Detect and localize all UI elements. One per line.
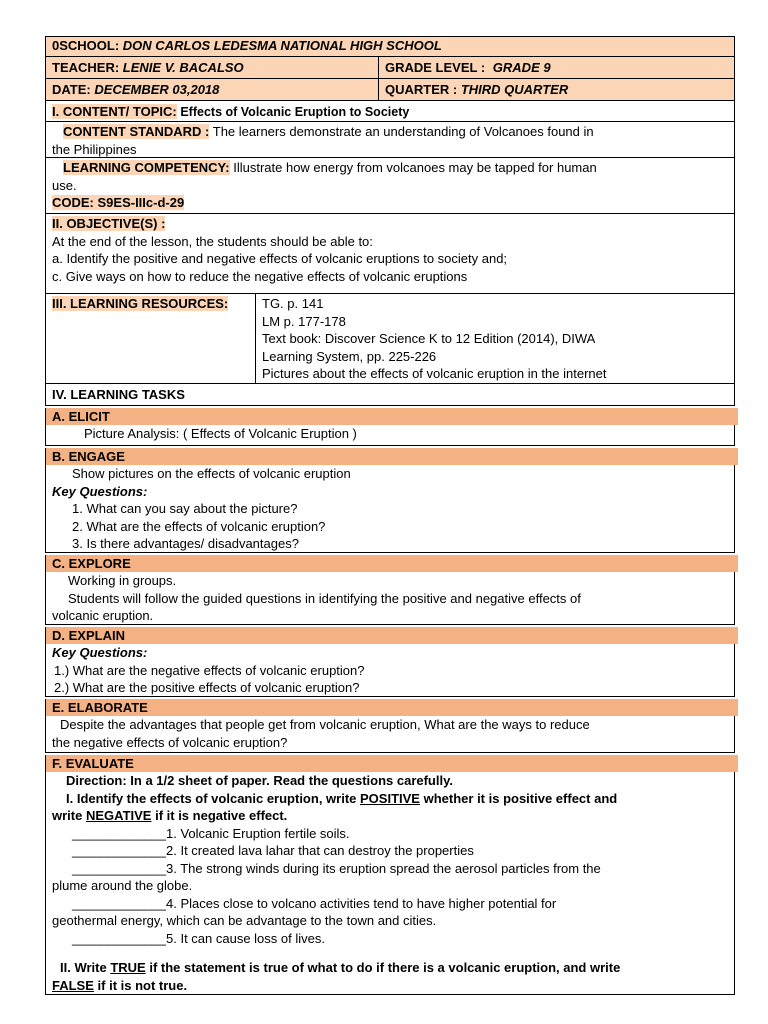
item-text: 3. The strong winds during its eruption spread the aerosol particles from the (166, 860, 601, 876)
content-topic-row (45, 101, 735, 122)
standard-label: CONTENT STANDARD : (63, 124, 210, 139)
part-i-text: I. Identify the effects of volcanic eruption, write (66, 790, 357, 806)
evaluate-item-3-cont: plume around the globe. (52, 878, 193, 893)
competency-label: LEARNING COMPETENCY: (63, 160, 230, 175)
objective-a: a. Identify the positive and negative effects of volcanic eruptions to society and; (52, 251, 508, 266)
resource-item: Learning System, pp. 225-226 (262, 348, 437, 364)
item-text: 2. It created lava lahar that can destroy the properties (166, 843, 474, 858)
engage-q1: 1. What can you say about the picture? (72, 501, 298, 516)
elaborate-text-1: Despite the advantages that people get from volcanic eruption, What are the ways to reduce (60, 717, 590, 732)
explore-text-3: volcanic eruption. (52, 608, 154, 623)
elicit-text: Picture Analysis: ( Effects of Volcanic Eruption ) (84, 426, 357, 441)
answer-blank: _____________ (72, 843, 166, 858)
quarter-value: THIRD QUARTER (460, 82, 569, 97)
evaluate-direction: Direction: In a 1/2 sheet of paper. Read the questions carefully. (66, 773, 453, 788)
elicit-label: A. ELICIT (46, 408, 738, 425)
resources-list (256, 294, 734, 383)
explain-q1: 1.) What are the negative effects of volcanic eruption? (54, 662, 365, 678)
grade-label: GRADE LEVEL : (385, 60, 486, 75)
part-ii-text: if the statement is true of what to do if there is a volcanic eruption, and write (149, 960, 621, 975)
true-keyword: TRUE (110, 960, 146, 975)
resources-row (45, 294, 735, 384)
evaluate-part-i (46, 790, 734, 808)
evaluate-part-i-cont (46, 807, 734, 825)
part-ii-text: II. Write (60, 960, 107, 975)
part-i-text: write (52, 808, 83, 823)
answer-blank: _____________ (72, 895, 166, 911)
teacher-row (45, 57, 735, 79)
school-label: 0SCHOOL: (52, 38, 120, 53)
resources-label: III. LEARNING RESOURCES: (52, 296, 229, 311)
evaluate-section (45, 755, 735, 995)
explore-text-1: Working in groups. (68, 573, 177, 588)
part-ii-text: if it is not true. (97, 977, 188, 993)
negative-keyword: NEGATIVE (85, 808, 152, 823)
explain-q2: 2.) What are the positive effects of volcanic eruption? (54, 680, 360, 695)
date-cell (46, 79, 379, 100)
engage-key-questions: Key Questions: (52, 483, 148, 499)
date-value: DECEMBER 03,2018 (94, 82, 220, 97)
objectives-label: II. OBJECTIVE(S) : (52, 216, 166, 231)
evaluate-part-ii (46, 959, 734, 977)
resource-item: LM p. 177-178 (262, 313, 346, 329)
grade-cell (379, 57, 734, 78)
competency-text-2: use. (52, 177, 77, 193)
school-value: DON CARLOS LEDESMA NATIONAL HIGH SCHOOL (122, 38, 442, 53)
objectives-row (45, 214, 735, 294)
part-i-text: whether it is positive effect and (423, 790, 618, 806)
lesson-plan-table (45, 36, 735, 995)
evaluate-label: F. EVALUATE (46, 755, 738, 772)
engage-text: Show pictures on the effects of volcanic eruption (72, 466, 351, 481)
content-standard-row (45, 122, 735, 158)
explain-label: D. EXPLAIN (46, 627, 738, 644)
code: CODE: S9ES-IIIc-d-29 (52, 195, 185, 210)
part-i-text: if it is negative effect. (155, 808, 288, 823)
evaluate-item-4-cont: geothermal energy, which can be advantage to the town and cities. (52, 913, 437, 928)
date-label: DATE: (52, 82, 91, 97)
resource-item: Text book: Discover Science K to 12 Edition (2014), DIWA (262, 331, 596, 346)
item-text: 5. It can cause loss of lives. (166, 930, 325, 946)
answer-blank: _____________ (72, 825, 166, 841)
evaluate-item-2 (46, 842, 734, 860)
standard-text-1: The learners demonstrate an understanding of Volcanoes found in (212, 124, 594, 139)
evaluate-item-4 (46, 895, 734, 913)
quarter-cell (379, 79, 734, 100)
learning-tasks-label: IV. LEARNING TASKS (52, 387, 185, 402)
engage-q2: 2. What are the effects of volcanic eruption? (72, 518, 326, 534)
objective-c: c. Give ways on how to reduce the negative effects of volcanic eruptions (52, 268, 468, 284)
competency-row (45, 158, 735, 214)
grade-value: GRADE 9 (492, 60, 551, 75)
content-topic: Effects of Volcanic Eruption to Society (180, 105, 410, 119)
content-label: I. CONTENT/ TOPIC: (52, 104, 177, 119)
resource-item: Pictures about the effects of volcanic eruption in the internet (262, 366, 607, 381)
evaluate-item-5 (46, 930, 734, 948)
explain-section (45, 627, 735, 697)
answer-blank: _____________ (72, 930, 166, 946)
learning-tasks-row (45, 384, 735, 406)
engage-label: B. ENGAGE (46, 448, 738, 465)
explain-key-questions: Key Questions: (52, 645, 148, 660)
false-keyword: FALSE (52, 977, 94, 993)
engage-q3: 3. Is there advantages/ disadvantages? (72, 536, 299, 551)
evaluate-part-ii-cont (46, 977, 734, 995)
teacher-value: LENIE V. BACALSO (122, 60, 244, 75)
elaborate-label: E. ELABORATE (46, 699, 738, 716)
school-row (45, 36, 735, 57)
explore-section (45, 555, 735, 625)
teacher-label: TEACHER: (52, 60, 120, 75)
resource-item: TG. p. 141 (262, 296, 324, 311)
resources-label-cell (46, 294, 256, 383)
competency-text-1: Illustrate how energy from volcanoes may be tapped for human (233, 160, 597, 175)
quarter-label: QUARTER : (385, 82, 458, 97)
item-text: 1. Volcanic Eruption fertile soils. (166, 825, 350, 841)
item-text: 4. Places close to volcano activities tend to have higher potential for (166, 895, 557, 911)
elicit-section (45, 408, 735, 446)
standard-text-2: the Philippines (52, 141, 137, 157)
elaborate-text-2: the negative effects of volcanic eruption? (52, 734, 288, 750)
explore-label: C. EXPLORE (46, 555, 738, 572)
evaluate-item-1 (46, 825, 734, 843)
positive-keyword: POSITIVE (360, 790, 420, 806)
explore-text-2: Students will follow the guided questions in identifying the positive and negative effects of (68, 590, 581, 606)
teacher-cell (46, 57, 379, 78)
engage-section (45, 448, 735, 553)
evaluate-item-3 (46, 860, 734, 878)
elaborate-section (45, 699, 735, 753)
answer-blank: _____________ (72, 860, 166, 876)
date-row (45, 79, 735, 101)
objectives-intro: At the end of the lesson, the students should be able to: (52, 233, 373, 249)
